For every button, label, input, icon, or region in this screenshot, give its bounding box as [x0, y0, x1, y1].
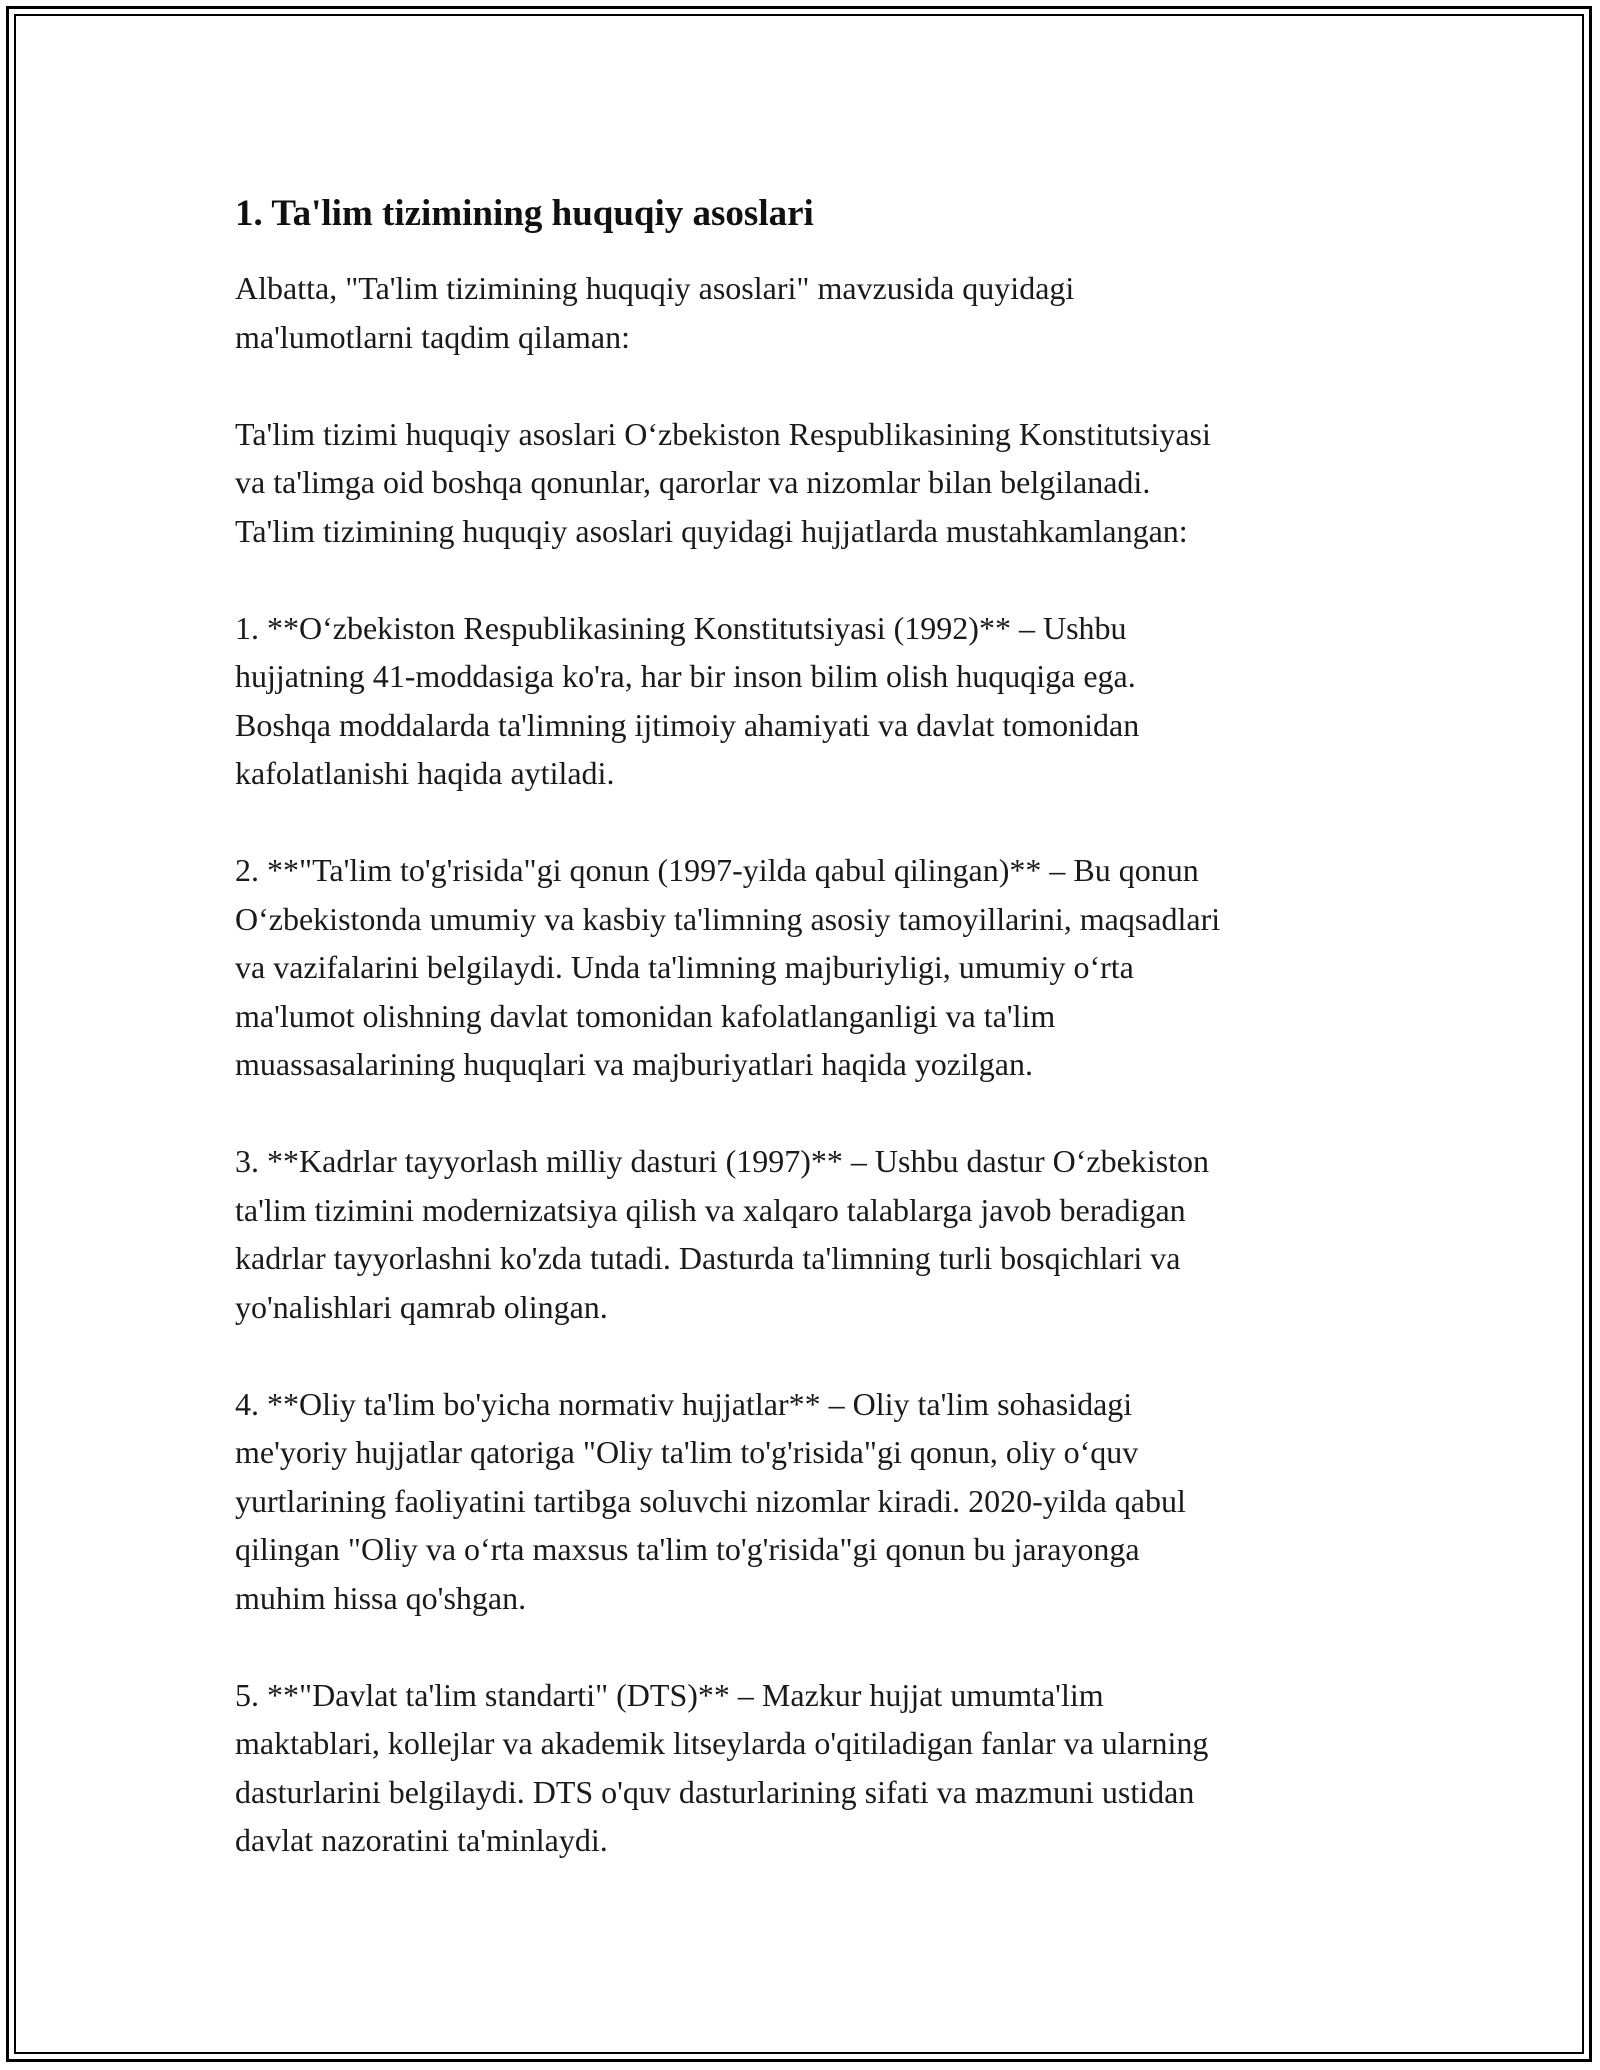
paragraph-line: yurtlarining faoliyatini tartibga soluvchi nizomlar kiradi. 2020-yilda qabul	[235, 1482, 1186, 1519]
paragraph-line: me'yoriy hujjatlar qatoriga "Oliy ta'lim to'g'risida"gi qonun, oliy o‘quv	[235, 1434, 1139, 1470]
paragraph-line: maktablari, kollejlar va akademik litseylarda o'qitiladigan fanlar va ularning	[235, 1725, 1209, 1761]
paragraph-line: 1. **O‘zbekiston Respublikasining Konstitutsiyasi (1992)** – Ushbu	[235, 609, 1127, 646]
paragraph-line: qilingan "Oliy va o‘rta maxsus ta'lim to'g'risida"gi qonun bu jarayonga	[235, 1531, 1140, 1567]
paragraph-line: ma'lumotlarni taqdim qilaman:	[235, 318, 631, 355]
paragraph-line: ta'lim tizimini modernizatsiya qilish va xalqaro talablarga javob beradigan	[235, 1191, 1186, 1228]
list-item-constitution	[235, 604, 1385, 798]
intro-paragraph	[235, 264, 1385, 361]
paragraph-line: 2. **"Ta'lim to'g'risida"gi qonun (1997-yilda qabul qilingan)** – Bu qonun	[235, 852, 1199, 888]
paragraph-line: va ta'limga oid boshqa qonunlar, qarorlar va nizomlar bilan belgilanadi.	[235, 464, 1151, 500]
paragraph-line: dasturlarini belgilaydi. DTS o'quv dasturlarining sifati va mazmuni ustidan	[235, 1773, 1195, 1810]
paragraph-line: Boshqa moddalarda ta'limning ijtimoiy ahamiyati va davlat tomonidan	[235, 706, 1140, 743]
document-title: 1. Ta'lim tizimining huquqiy asoslari	[235, 193, 814, 234]
paragraph-line: Albatta, "Ta'lim tizimining huquqiy asoslari" mavzusida quyidagi	[235, 270, 1075, 306]
paragraph-line: Ta'lim tizimining huquqiy asoslari quyidagi hujjatlarda mustahkamlangan:	[235, 512, 1188, 549]
paragraph-line: kafolatlanishi haqida aytiladi.	[235, 755, 615, 791]
paragraph-line: 5. **"Davlat ta'lim standarti" (DTS)** – Mazkur hujjat umumta'lim	[235, 1676, 1104, 1713]
list-item-personnel-program	[235, 1137, 1385, 1331]
list-item-education-law	[235, 846, 1385, 1089]
paragraph-line: 4. **Oliy ta'lim bo'yicha normativ hujjatlar** – Oliy ta'lim sohasidagi	[235, 1385, 1133, 1422]
paragraph-line: yo'nalishlari qamrab olingan.	[235, 1288, 608, 1325]
paragraph-line: muassasalarining huquqlari va majburiyatlari haqida yozilgan.	[235, 1046, 1033, 1082]
list-item-state-standard	[235, 1671, 1385, 1865]
paragraph-line: Ta'lim tizimi huquqiy asoslari O‘zbekiston Respublikasining Konstitutsiyasi	[235, 415, 1211, 452]
paragraph-line: muhim hissa qo'shgan.	[235, 1579, 527, 1616]
paragraph-line: davlat nazoratini ta'minlaydi.	[235, 1822, 608, 1858]
overview-paragraph	[235, 410, 1385, 556]
paragraph-line: 3. **Kadrlar tayyorlash milliy dasturi (1997)** – Ushbu dastur O‘zbekiston	[235, 1143, 1210, 1179]
paragraph-line: O‘zbekistonda umumiy va kasbiy ta'limning asosiy tamoyillarini, maqsadlari	[235, 900, 1221, 937]
paragraph-line: va vazifalarini belgilaydi. Unda ta'limning majburiyligi, umumiy o‘rta	[235, 949, 1134, 985]
paragraph-line: hujjatning 41-moddasiga ko'ra, har bir inson bilim olish huquqiga ega.	[235, 658, 1136, 694]
paragraph-line: ma'lumot olishning davlat tomonidan kafolatlanganligi va ta'lim	[235, 997, 1056, 1034]
paragraph-line: kadrlar tayyorlashni ko'zda tutadi. Dasturda ta'limning turli bosqichlari va	[235, 1240, 1181, 1276]
list-item-higher-education	[235, 1380, 1385, 1623]
document-body	[235, 190, 1385, 1913]
